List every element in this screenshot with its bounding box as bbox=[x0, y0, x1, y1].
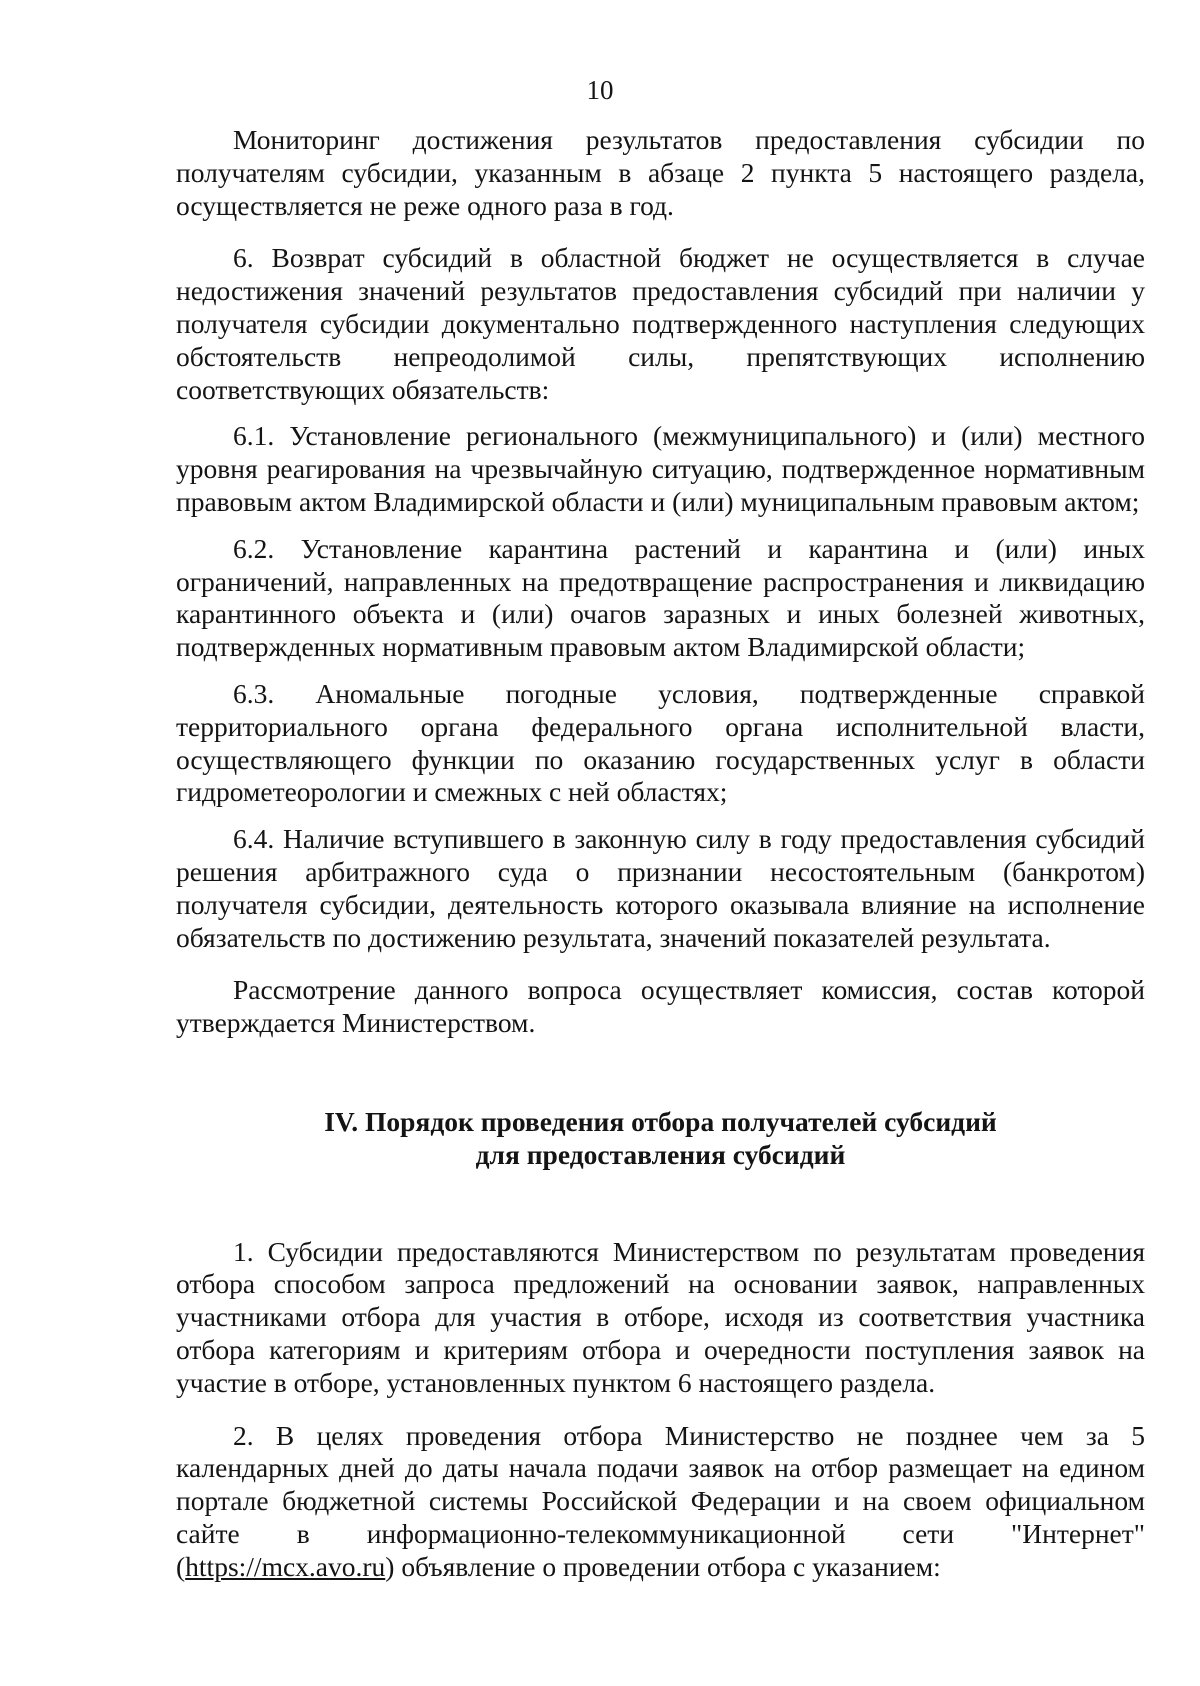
paragraph-6-3: 6.3. Аномальные погодные условия, подтвержденные справкой территориального органа федерального органа исполнительной власти, осуществляющего функции по оказанию государственных услуг в области гидрометеорологии и смежных с ней областях; bbox=[176, 677, 1145, 808]
paragraph-iv-2-text-end: ) объявление о проведении отбора с указанием: bbox=[385, 1550, 941, 1582]
paragraph-6: 6. Возврат субсидий в областной бюджет не осуществляется в случае недостижения значений результатов предоставления субсидий при наличии у получателя субсидии документально подтвержденного наступления следующих обстоятельств непреодолимой силы, препятствующих исполнению соответствующих обязательств: bbox=[176, 242, 1145, 405]
paragraph-commission: Рассмотрение данного вопроса осуществляет комиссия, состав которой утверждается Министерством. bbox=[176, 974, 1145, 1039]
paragraph-6-1: 6.1. Установление регионального (межмуниципального) и (или) местного уровня реагирования на чрезвычайную ситуацию, подтвержденное нормативным правовым актом Владимирской области и (или) муниципальным правовым актом; bbox=[176, 420, 1145, 517]
paragraph-iv-2-text-start: 2. В целях проведения отбора Министерство не позднее чем за 5 календарных дней до даты начала подачи заявок на отбор размещает на едином портале бюджетной системы Российской Федерации и на своем официальном сайте в информационно-телекоммуникационной сети "Интернет" ( bbox=[176, 1419, 1145, 1582]
ministry-website-link[interactable]: https://mcx.avo.ru bbox=[185, 1550, 386, 1582]
document-body bbox=[176, 124, 1145, 1603]
page-number: 10 bbox=[586, 75, 614, 105]
paragraph-6-4: 6.4. Наличие вступившего в законную силу в году предоставления субсидий решения арбитражного суда о признании несостоятельным (банкротом) получателя субсидии, деятельность которого оказывала влияние на исполнение обязательств по достижению результата, значений показателей результата. bbox=[176, 823, 1145, 953]
paragraph-monitoring: Мониторинг достижения результатов предоставления субсидии по получателям субсидии, указанным в абзаце 2 пункта 5 настоящего раздела, осуществляется не реже одного раза в год. bbox=[176, 124, 1145, 221]
paragraph-iv-1: 1. Субсидии предоставляются Министерством по результатам проведения отбора способом запроса предложений на основании заявок, направленных участниками отбора для участия в отборе, исходя из соответствия участника отбора категориям и критериям отбора и очередности поступления заявок на участие в отборе, установленных пунктом 6 настоящего раздела. bbox=[176, 1235, 1145, 1398]
section-heading bbox=[176, 1106, 1145, 1172]
section-heading-line-1: IV. Порядок проведения отбора получателей субсидий bbox=[324, 1105, 997, 1137]
paragraph-iv-2 bbox=[176, 1420, 1145, 1584]
section-heading-line-2: для предоставления субсидий bbox=[475, 1138, 846, 1170]
paragraph-6-2: 6.2. Установление карантина растений и карантина и (или) иных ограничений, направленных на предотвращение распространения и ликвидацию карантинного объекта и (или) очагов заразных и иных болезней животных, подтвержденных нормативным правовым актом Владимирской области; bbox=[176, 532, 1145, 663]
